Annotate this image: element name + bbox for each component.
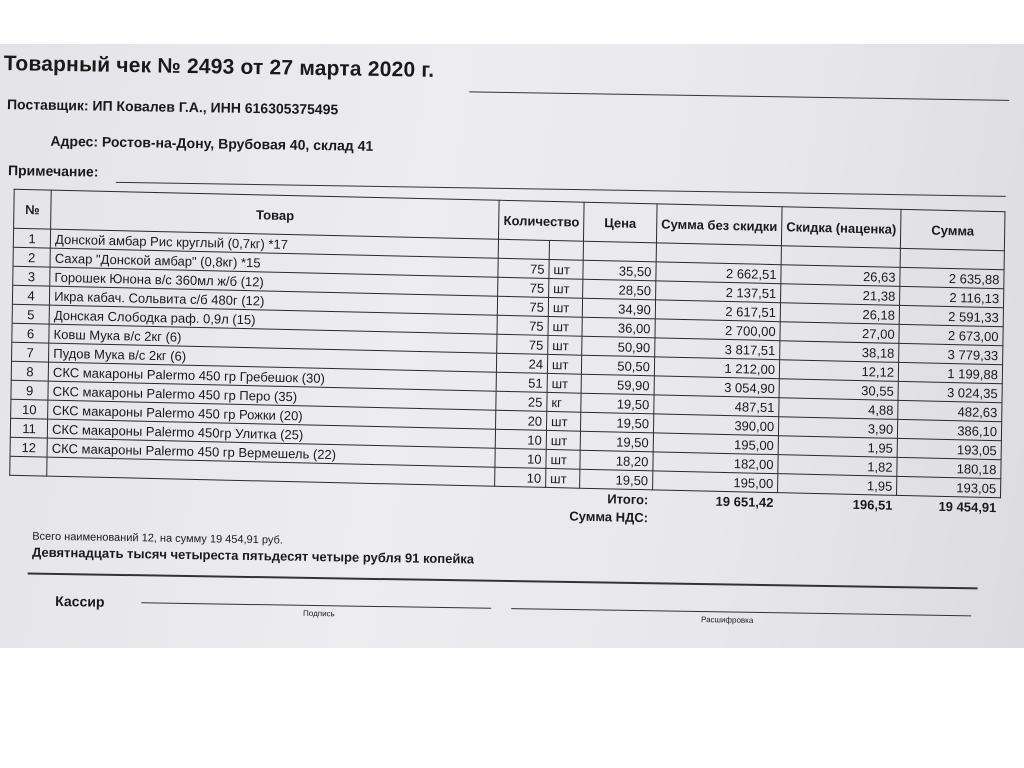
row-price: 50,90	[582, 336, 655, 357]
row-sum: 193,05	[897, 438, 1001, 459]
receipt-title: Товарный чек № 2493 от 27 марта 2020 г.	[3, 52, 435, 82]
row-price: 19,50	[580, 469, 653, 490]
row-sum-no-discount: 3 817,51	[655, 338, 780, 360]
col-sum: Сумма	[901, 209, 1005, 250]
row-sum: 180,18	[897, 457, 1001, 478]
row-unit: шт	[546, 430, 580, 450]
row-product: Сахар "Донской амбар" (0,8кг) *15	[50, 248, 498, 277]
row-number: 5	[12, 304, 49, 324]
row-price	[583, 241, 656, 262]
totals-discount: 196,51	[852, 496, 893, 513]
col-price: Цена	[584, 202, 657, 243]
row-qty: 10	[495, 467, 546, 487]
signature-caption: Подпись	[303, 608, 335, 619]
row-product: СКС макароны Palermo 450 гр Вермешель (22)	[47, 438, 495, 467]
cashier-label: Кассир	[55, 592, 105, 610]
row-price: 35,50	[583, 260, 656, 281]
row-qty: 75	[497, 334, 548, 354]
totals-label: Итого:	[607, 490, 649, 507]
row-discount: 3,90	[779, 417, 898, 439]
row-number: 12	[10, 437, 47, 457]
row-unit: шт	[546, 449, 580, 469]
row-qty	[499, 239, 550, 259]
row-sum-no-discount: 195,00	[653, 433, 778, 455]
row-sum: 1 199,88	[898, 362, 1002, 383]
row-number: 3	[13, 266, 50, 286]
row-number: 8	[11, 361, 48, 381]
row-discount: 1,82	[778, 455, 897, 477]
row-number: 2	[13, 247, 50, 267]
col-sum-no-discount: Сумма без скидки	[656, 204, 782, 246]
title-rule	[469, 91, 1009, 100]
items-count-line: Всего наименований 12, на сумму 19 454,91 руб.	[32, 530, 283, 547]
row-number: 7	[12, 342, 49, 362]
col-discount: Скидка (наценка)	[781, 207, 901, 249]
row-qty: 75	[498, 277, 549, 297]
row-product: Донская Слободка раф. 0,9л (15)	[49, 305, 497, 334]
separator-rule	[28, 573, 978, 590]
row-sum-no-discount: 487,51	[654, 395, 779, 417]
row-sum-no-discount: 2 137,51	[655, 281, 780, 303]
row-unit: шт	[549, 259, 583, 279]
row-number	[10, 456, 47, 476]
row-sum: 2 635,88	[900, 267, 1004, 288]
row-product: СКС макароны Palermo 450 гр Гребешок (30)	[48, 362, 496, 391]
row-unit: шт	[546, 468, 580, 488]
row-product: Пудов Мука в/с 2кг (6)	[49, 343, 497, 372]
row-discount: 30,55	[779, 379, 898, 401]
row-discount: 4,88	[779, 398, 898, 420]
row-sum-no-discount: 3 054,90	[654, 376, 779, 398]
row-price: 19,50	[580, 431, 653, 452]
amount-in-words: Девятнадцать тысяч четыреста пятьдесят четыре рубля 91 копейка	[31, 544, 475, 567]
row-sum: 2 116,13	[900, 286, 1004, 307]
col-num: №	[14, 189, 52, 229]
row-sum-no-discount: 2 662,51	[656, 262, 781, 284]
totals-sum: 19 454,91	[938, 498, 997, 515]
row-number: 4	[12, 285, 49, 305]
row-product: Горошек Юнона в/с 360мл ж/б (12)	[50, 267, 498, 296]
row-price: 36,00	[582, 317, 655, 338]
row-product: Икра кабач. Сольвита с/б 480г (12)	[50, 286, 498, 315]
row-product: Ковш Мука в/с 2кг (6)	[49, 324, 497, 353]
row-qty: 10	[495, 448, 546, 468]
row-unit: шт	[546, 411, 580, 431]
row-qty: 51	[496, 372, 547, 392]
row-sum: 2 673,00	[899, 324, 1003, 345]
row-discount: 12,12	[779, 360, 898, 382]
row-price: 34,90	[582, 298, 655, 319]
row-sum-no-discount: 2 700,00	[655, 319, 780, 341]
row-discount: 27,00	[780, 322, 899, 344]
row-product: СКС макароны Palermo 450гр Улитка (25)	[47, 419, 495, 448]
row-qty: 10	[496, 429, 547, 449]
row-qty: 75	[497, 315, 548, 335]
row-discount: 21,38	[781, 284, 900, 306]
row-sum: 193,05	[897, 476, 1001, 497]
row-sum-no-discount: 390,00	[653, 414, 778, 436]
items-table	[9, 189, 1006, 534]
row-product: СКС макароны Palermo 450 гр Рожки (20)	[48, 400, 496, 429]
row-qty: 24	[497, 353, 548, 373]
row-sum: 3 024,35	[898, 381, 1002, 402]
row-number: 9	[11, 380, 48, 400]
row-price: 50,50	[581, 355, 654, 376]
row-price: 28,50	[583, 279, 656, 300]
row-unit	[549, 240, 583, 260]
row-sum-no-discount: 1 212,00	[654, 357, 779, 379]
decode-caption: Расшифровка	[700, 615, 754, 625]
row-unit: шт	[547, 354, 581, 374]
row-sum-no-discount: 195,00	[652, 471, 777, 493]
row-product: Донской амбар Рис круглый (0,7кг) *17	[50, 229, 498, 258]
row-number: 6	[12, 323, 49, 343]
row-price: 18,20	[580, 450, 653, 471]
row-discount: 1,95	[778, 436, 897, 458]
row-sum: 3 779,33	[899, 343, 1003, 364]
receipt-paper	[0, 44, 1024, 648]
note-label: Примечание:	[7, 162, 99, 180]
row-price: 19,50	[581, 412, 654, 433]
row-unit: шт	[549, 278, 583, 298]
row-number: 1	[13, 228, 50, 248]
row-unit: шт	[547, 373, 581, 393]
signature-line	[141, 602, 491, 608]
row-unit: шт	[548, 316, 582, 336]
row-unit: кг	[547, 392, 581, 412]
row-unit: шт	[548, 297, 582, 317]
row-qty: 25	[496, 391, 547, 411]
row-qty: 20	[496, 410, 547, 430]
receipt-photo	[0, 44, 1024, 648]
row-number: 10	[11, 399, 48, 419]
row-price: 19,50	[581, 393, 654, 414]
row-qty: 75	[498, 296, 549, 316]
row-discount: 26,18	[780, 303, 899, 325]
row-product: СКС макароны Palermo 450 гр Перо (35)	[48, 381, 496, 410]
row-number: 11	[10, 418, 47, 438]
row-sum	[900, 248, 1004, 269]
row-discount: 1,95	[778, 474, 897, 496]
col-name: Товар	[51, 190, 500, 239]
row-price: 59,90	[581, 374, 654, 395]
row-sum: 2 591,33	[899, 305, 1003, 326]
totals-sum-no-discount: 19 651,42	[715, 493, 774, 510]
address-line: Адрес: Ростов-на-Дону, Врубовая 40, склад 41	[50, 132, 374, 154]
row-unit: шт	[548, 335, 582, 355]
row-sum-no-discount: 182,00	[653, 452, 778, 474]
supplier-line: Поставщик: ИП Ковалев Г.А., ИНН 616305375495	[6, 96, 339, 118]
col-qty: Количество	[499, 200, 584, 241]
row-sum-no-discount: 2 617,51	[655, 300, 780, 322]
row-discount: 38,18	[780, 341, 899, 363]
row-sum: 482,63	[898, 400, 1002, 421]
row-discount: 26,63	[781, 265, 900, 287]
row-sum: 386,10	[898, 419, 1002, 440]
vat-label: Сумма НДС:	[569, 507, 649, 525]
row-qty: 75	[498, 258, 549, 278]
